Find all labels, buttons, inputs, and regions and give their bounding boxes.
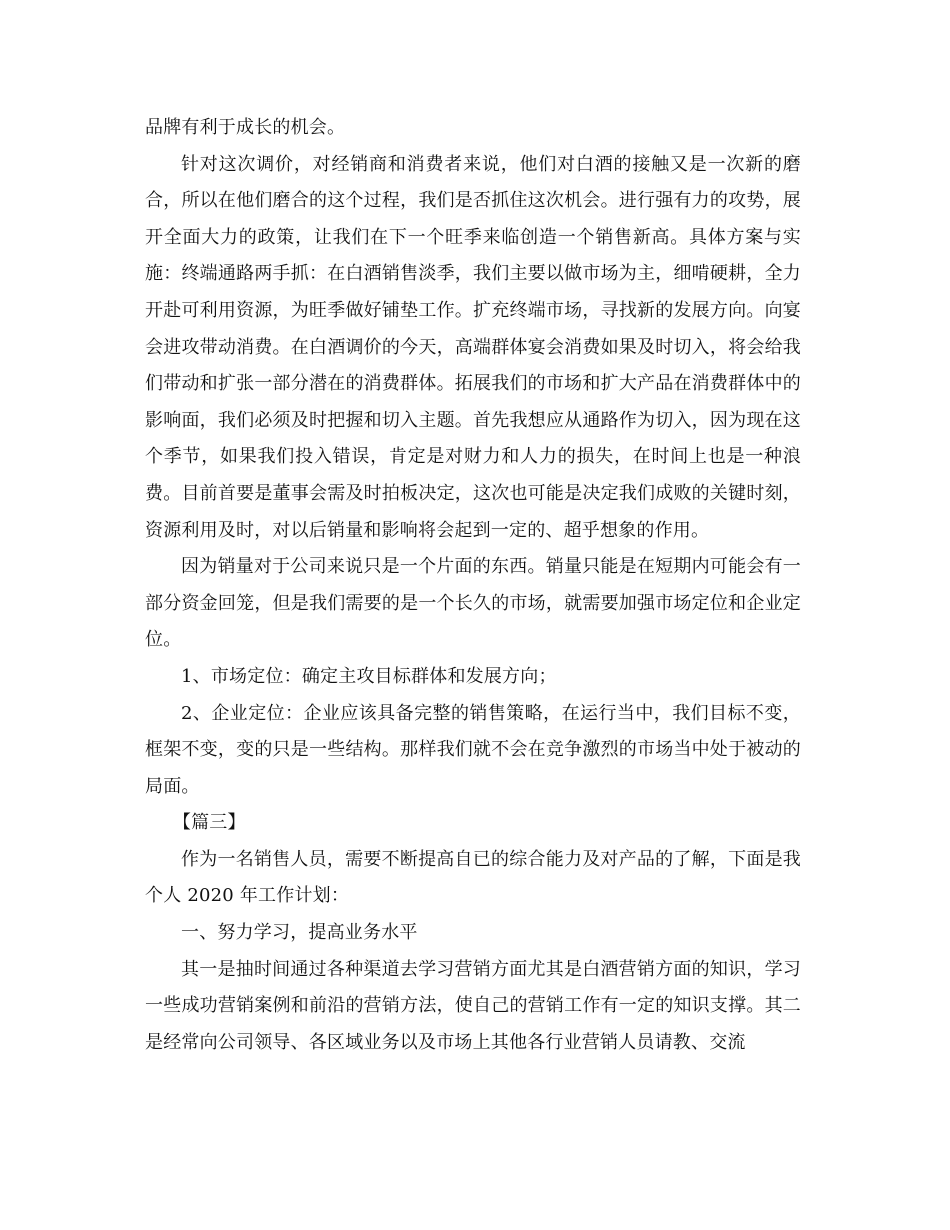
subheading-study: 一、努力学习，提高业务水平 <box>181 922 418 944</box>
paragraph-continuation: 品牌有利于成长的机会。 <box>145 117 346 138</box>
list-item-enterprise-positioning: 2、企业定位：企业应该具备完整的销售策略，在运行当中，我们目标不变，框架不变，变的只是一些结构。那样我们就不会在竞争激烈的市场当中处于被动的局面。 <box>145 702 801 797</box>
document-body <box>145 110 801 1061</box>
paragraph-price-adjustment: 针对这次调价，对经销商和消费者来说，他们对白酒的接触又是一次新的磨合，所以在他们磨合的这个过程，我们是否抓住这次机会。进行强有力的攻势，展开全面大力的政策，让我们在下一个旺季来临创造一个销售新高。具体方案与实施：终端通路两手抓：在白酒销售淡季，我们主要以做市场为主，细啃硬耕，全力开赴可利用资源，为旺季做好铺垫工作。扩充终端市场，寻找新的发展方向。向宴会进攻带动消费。在白酒调价的今天，高端群体宴会消费如果及时切入，将会给我们带动和扩张一部分潜在的消费群体。拓展我们的市场和扩大产品在消费群体中的影响面，我们必须及时把握和切入主题。首先我想应从通路作为切入，因为现在这个季节，如果我们投入错误，肯定是对财力和人力的损失，在时间上也是一种浪费。目前首要是董事会需及时拍板决定，这次也可能是决定我们成败的关键时刻，资源利用及时，对以后销量和影响将会起到一定的、超乎想象的作用。 <box>145 153 801 541</box>
list-item-market-positioning: 1、市场定位：确定主攻目标群体和发展方向； <box>181 665 557 687</box>
paragraph-study-details: 其一是抽时间通过各种渠道去学习营销方面尤其是白酒营销方面的知识，学习一些成功营销案例和前沿的营销方法，使自己的营销工作有一定的知识支撑。其二是经常向公司领导、各区域业务以及市场上其他各行业营销人员请教、交流 <box>145 958 801 1053</box>
paragraph-sales-volume: 因为销量对于公司来说只是一个片面的东西。销量只能是在短期内可能会有一部分资金回笼，但是我们需要的是一个长久的市场，就需要加强市场定位和企业定位。 <box>145 556 801 651</box>
paragraph-intro: 作为一名销售人员，需要不断提高自已的综合能力及对产品的了解，下面是我个人 2020 年工作计划： <box>145 848 801 907</box>
section-heading: 【篇三】 <box>172 812 246 834</box>
